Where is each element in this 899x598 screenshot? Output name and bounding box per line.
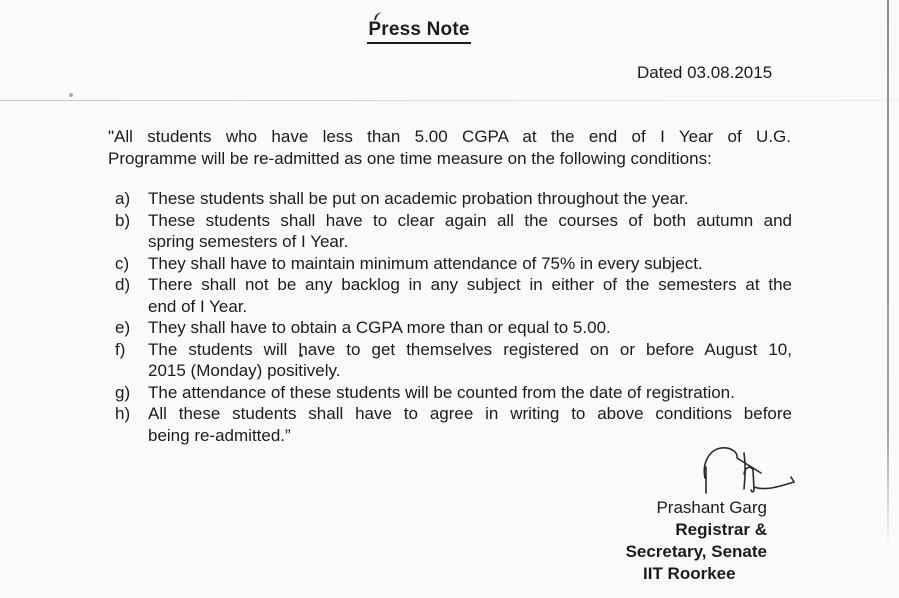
condition-label: c)	[115, 253, 130, 273]
condition-line: The attendance of these students will be counted from the date of registration.	[148, 382, 735, 402]
signature-scribble	[688, 443, 800, 501]
condition-line: There shall not be any backlog in any subject in either of the semesters at the	[148, 275, 792, 294]
intro-line-1: "All students who have less than 5.00 CGPA at the end of I Year of U.G.	[108, 127, 791, 146]
scan-edge-shadow	[887, 0, 889, 548]
condition-item-d	[115, 274, 792, 317]
condition-item-b	[115, 210, 792, 253]
condition-line: They shall have to maintain minimum attendance of 75% in every subject.	[148, 253, 703, 273]
scan-artifact-line	[0, 100, 899, 101]
signatory-name: Prashant Garg	[656, 498, 767, 517]
signatory-title-line: Registrar &	[675, 520, 767, 539]
condition-item-a	[115, 188, 792, 210]
signature-block	[600, 497, 767, 585]
date-label: Dated 03.08.2015	[637, 63, 773, 82]
intro-paragraph	[108, 126, 791, 169]
condition-line: The students will have to get themselves registered on or before August 10,	[148, 339, 792, 359]
conditions-list	[115, 188, 792, 446]
condition-item-h	[115, 403, 792, 446]
condition-item-g	[115, 382, 792, 404]
title-row	[0, 19, 838, 44]
condition-label: d)	[115, 275, 131, 294]
scan-speck	[69, 93, 73, 97]
condition-text	[148, 339, 792, 382]
condition-text	[148, 253, 792, 275]
condition-text	[148, 188, 792, 210]
condition-label: a)	[115, 189, 131, 208]
condition-item-f	[115, 339, 792, 382]
page-title: Press Note	[367, 19, 470, 44]
signatory-title-line: Secretary, Senate	[625, 542, 767, 561]
signatory-org: IIT Roorkee	[643, 564, 736, 583]
condition-text	[148, 403, 792, 446]
condition-text	[148, 317, 792, 339]
condition-label: b)	[115, 210, 131, 230]
condition-line: end of I Year.	[148, 296, 248, 316]
condition-label: h)	[115, 404, 131, 423]
condition-line: These students shall have to clear again all the courses of both autumn and	[148, 210, 792, 230]
condition-line: These students shall be put on academic probation throughout the year.	[148, 189, 689, 208]
condition-item-e	[115, 317, 792, 339]
condition-line: 2015 (Monday) positively.	[148, 361, 341, 380]
condition-label: g)	[115, 382, 131, 402]
condition-text	[148, 274, 792, 317]
condition-item-c	[115, 253, 792, 275]
condition-line: being re-admitted.”	[148, 425, 291, 445]
condition-text	[148, 382, 792, 404]
condition-label: f)	[115, 339, 126, 359]
intro-line-2: Programme will be re-admitted as one time measure on the following conditions:	[108, 148, 712, 168]
condition-label: e)	[115, 318, 131, 337]
condition-text	[148, 210, 792, 253]
condition-line: spring semesters of I Year.	[148, 232, 349, 251]
condition-line: They shall have to obtain a CGPA more than or equal to 5.00.	[148, 318, 611, 337]
condition-line: All these students shall have to agree in writing to above conditions before	[148, 404, 792, 423]
